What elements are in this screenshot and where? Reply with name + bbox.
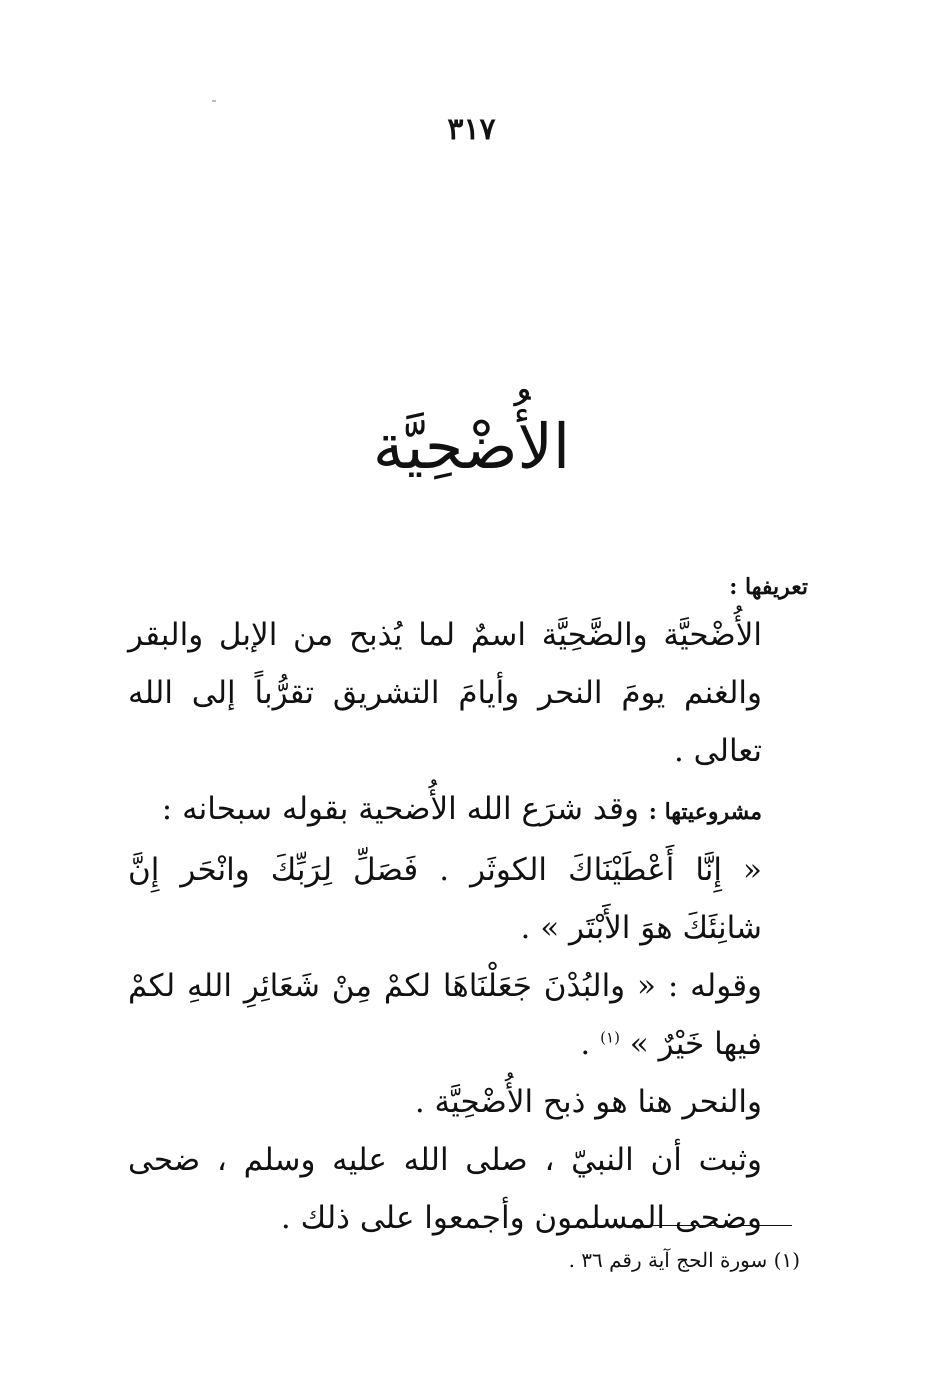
definition-paragraph: الأُضْحيَّة والضَّحِيَّة اسمٌ لما يُذبح من الإبل والبقر والغنم يومَ النحر وأيامَ التشريق تقرُّباً إلى الله تعالى . xyxy=(128,617,762,769)
page-number: ٣١٧ xyxy=(447,112,496,147)
legitimacy-paragraph xyxy=(128,780,808,841)
verse-hajj-intro: وقوله : xyxy=(667,968,763,1004)
legitimacy-heading: مشروعيتها : xyxy=(648,799,762,825)
nahr-paragraph: والنحر هنا هو ذبح الأُضْحِيَّة . xyxy=(414,1084,762,1120)
verse-hajj-paragraph xyxy=(128,957,808,1073)
footnote-divider xyxy=(592,1225,792,1226)
body-text xyxy=(128,570,808,1247)
chapter-title: الأُضْحِيَّة xyxy=(372,410,571,483)
verse-hajj-end: . xyxy=(580,1026,591,1062)
footnote: (١) سورة الحج آية رقم ٣٦ . xyxy=(568,1248,800,1272)
footnote-reference: (١) xyxy=(600,1028,620,1047)
verse-hajj: « والبُدْنَ جَعَلْنَاهَا لكمْ مِنْ شَعَائِرِ اللهِ لكمْ فيها خَيْرٌ » xyxy=(128,968,762,1062)
verse-kawthar: « إِنَّا أَعْطَيْنَاكَ الكوثَر . فَصَلِّ لِرَبِّكَ وانْحَر إِنَّ شانِئَكَ هوَ الأَبْتَر » . xyxy=(128,852,762,946)
legitimacy-intro: وقد شرَع الله الأُضحية بقوله سبحانه : xyxy=(161,791,639,827)
proof-paragraph: وثبت أن النبيّ ، صلى الله عليه وسلم ، ضحى وضحى المسلمون وأجمعوا على ذلك . xyxy=(128,1142,762,1236)
scan-mark xyxy=(212,100,216,102)
definition-heading: تعريفها : xyxy=(729,574,808,600)
